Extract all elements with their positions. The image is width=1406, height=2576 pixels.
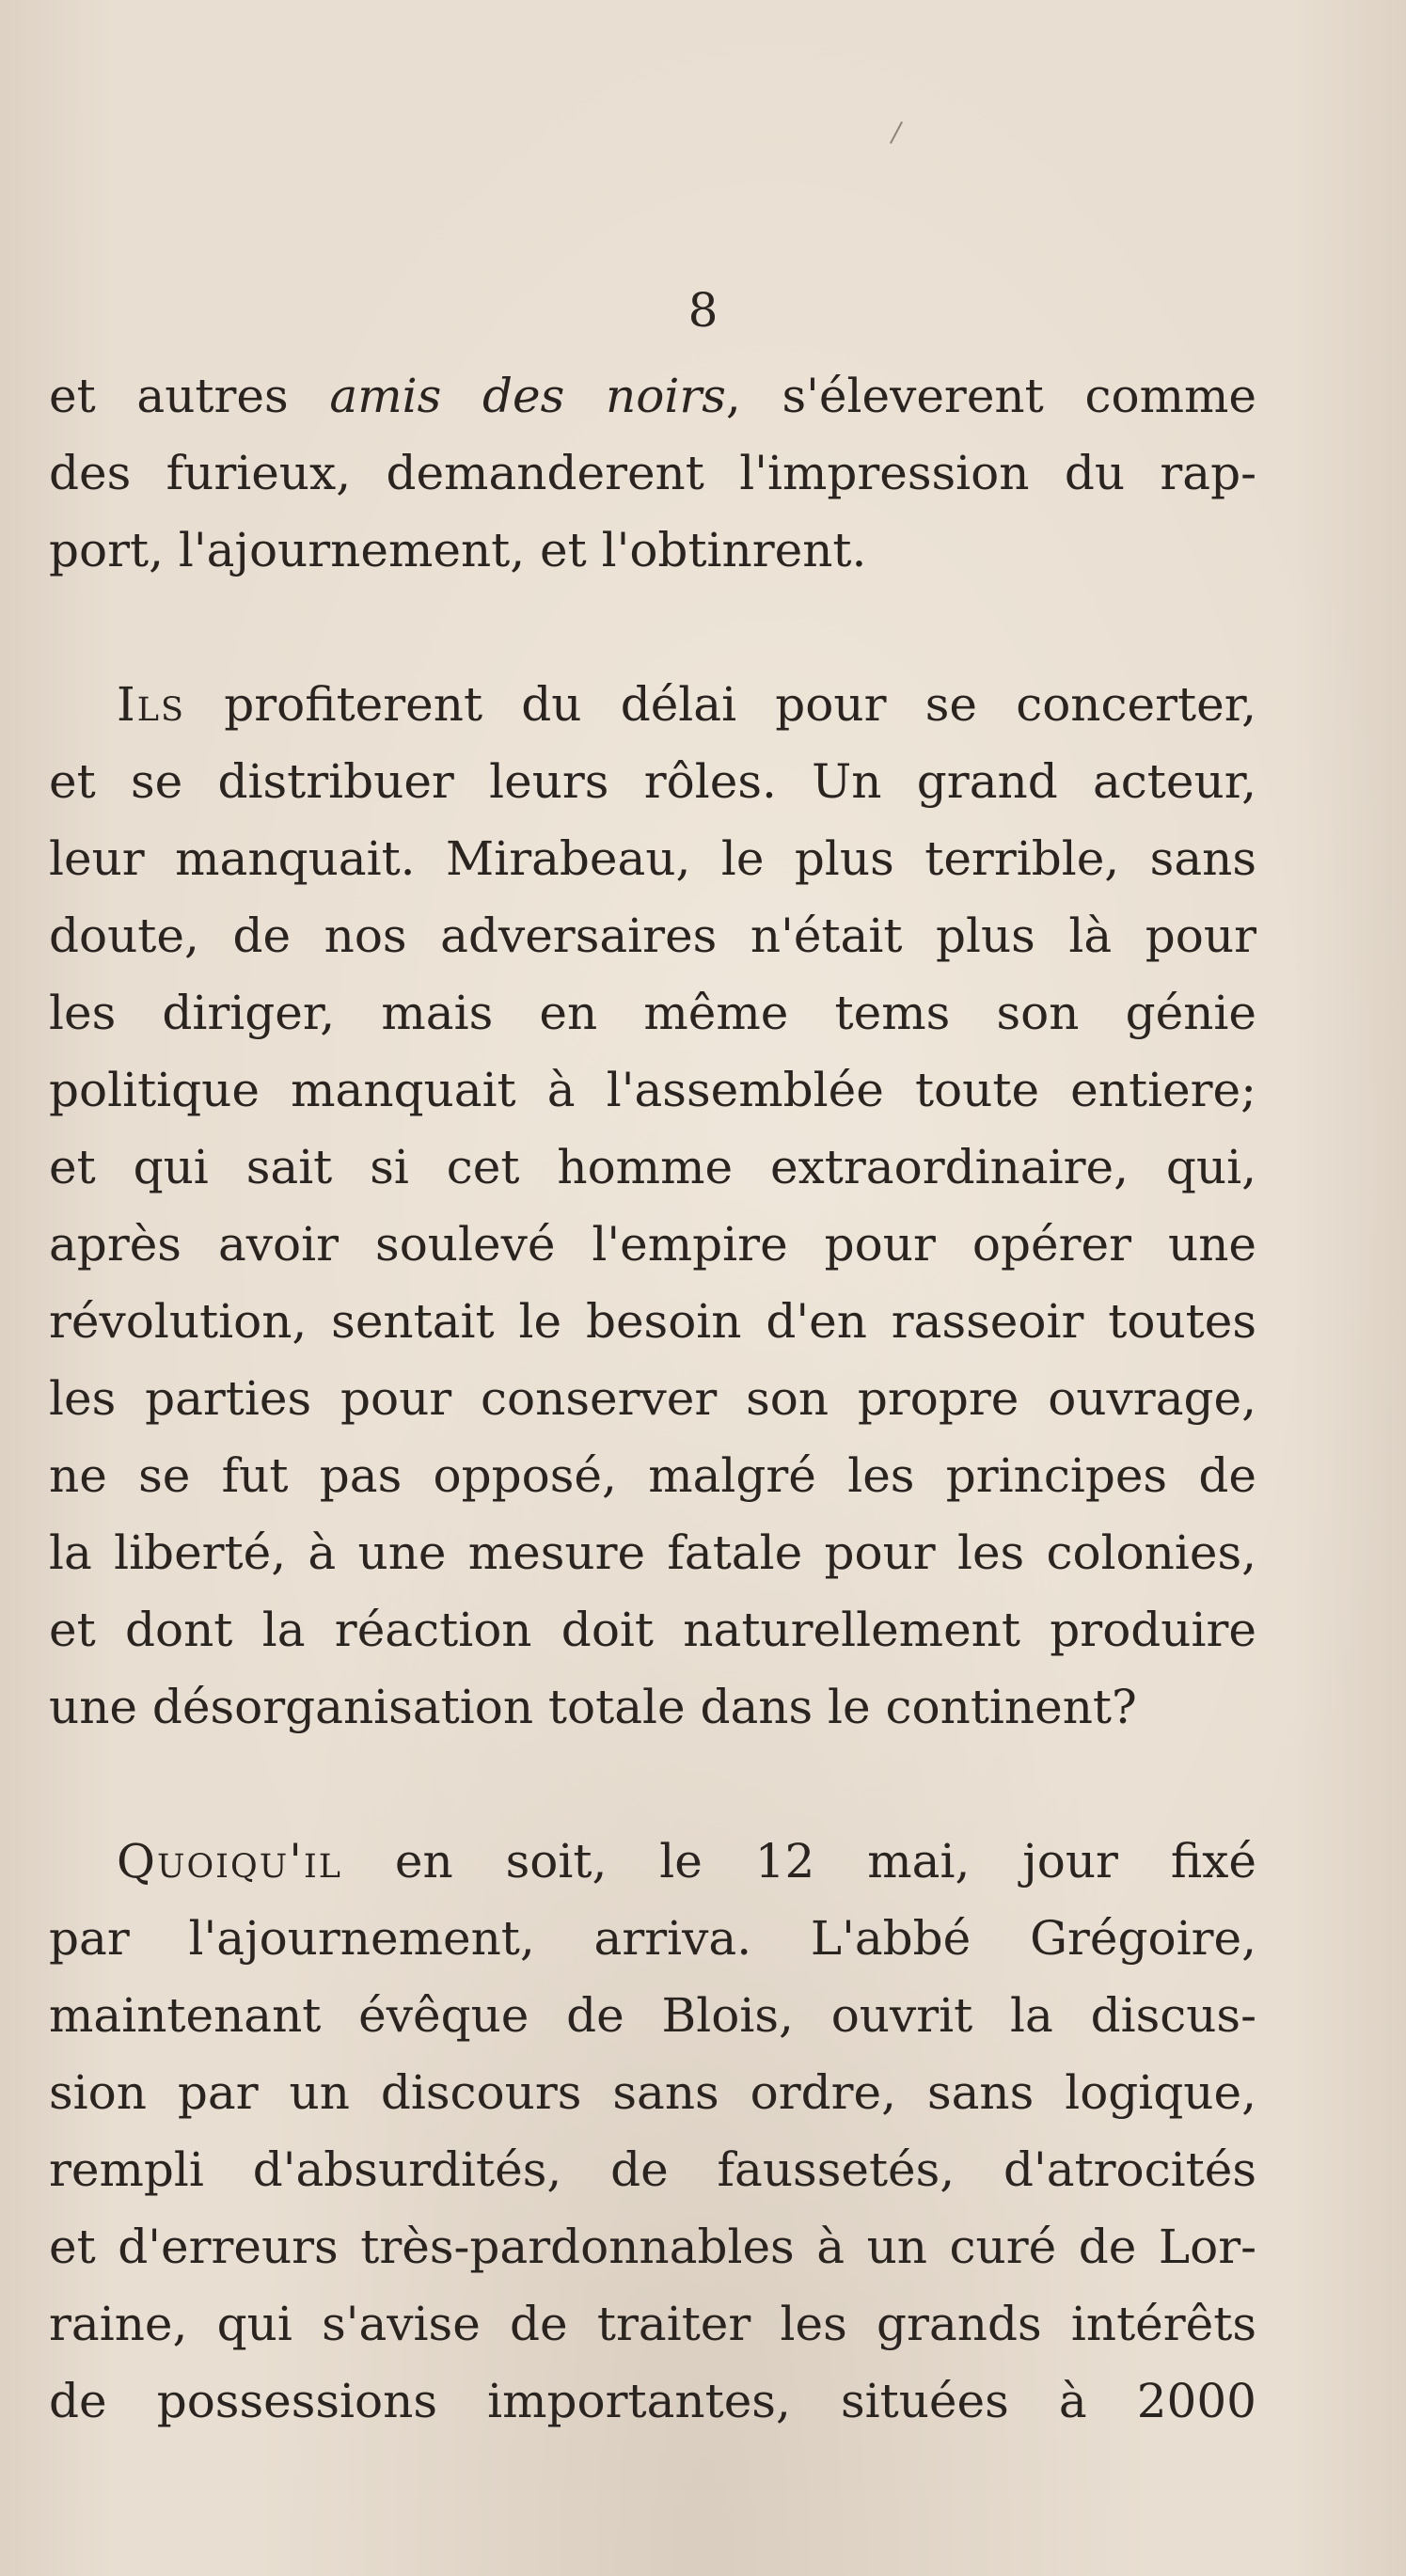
text-line: de possessions importantes, situées à 2000 [49,2374,1256,2428]
text-line: leur manquait. Mirabeau, le plus terrible, sans [49,831,1256,886]
text-line: ne se fut pas opposé, malgré les principes de [49,1448,1256,1503]
text-line: sion par un discours sans ordre, sans logique, [49,2065,1256,2120]
text-line: et qui sait si cet homme extraordinaire, qui, [49,1140,1256,1194]
text-line: et d'erreurs très-pardonnables à un curé de Lor- [49,2220,1256,2274]
small-caps-opening: Quoiqu'il [117,1834,343,1889]
text-line: et dont la réaction doit naturellement produire [49,1603,1256,1657]
text-line: révolution, sentait le besoin d'en rasseoir toutes [49,1294,1256,1349]
text-line: maintenant évêque de Blois, ouvrit la discus- [49,1988,1256,2043]
paragraph-gap [49,589,1256,666]
text-span: profiterent du délai pour se concerter, [184,677,1256,732]
text-line: et se distribuer leurs rôles. Un grand acteur, [49,754,1256,809]
italic-phrase: amis des noirs [329,369,726,423]
small-caps-opening: Ils [117,677,185,732]
text-line: après avoir soulevé l'empire pour opérer une [49,1217,1256,1272]
paragraph-start-line [49,1823,1256,1900]
text-line: doute, de nos adversaires n'était plus là pour [49,909,1256,963]
text-line: les diriger, mais en même tems son génie [49,986,1256,1040]
text-line: rempli d'absurdités, de faussetés, d'atrocités [49,2142,1256,2197]
paragraph-start-line [49,666,1256,743]
paragraph-gap [49,1746,1256,1823]
text-span: et autres [49,369,330,423]
text-line [49,357,1256,435]
text-line: par l'ajournement, arriva. L'abbé Grégoire, [49,1911,1256,1966]
text-line: les parties pour conserver son propre ouvrage, [49,1371,1256,1426]
text-line: des furieux, demanderent l'impression du rap- [49,446,1256,500]
paragraph-end-line: port, l'ajournement, et l'obtinrent. [49,523,867,577]
text-span: en soit, le 12 mai, jour fixé [342,1834,1256,1889]
text-span: , s'éleverent comme [725,369,1256,423]
page-number: 8 [687,283,719,338]
text-line: la liberté, à une mesure fatale pour les colonies, [49,1525,1256,1580]
paragraph-end-line: une désorganisation totale dans le continent? [49,1680,1137,1734]
text-line: raine, qui s'avise de traiter les grands intérêts [49,2297,1256,2351]
stray-pen-mark [890,121,903,144]
body-text [49,357,1256,2440]
text-line: politique manquait à l'assemblée toute entiere; [49,1063,1256,1117]
